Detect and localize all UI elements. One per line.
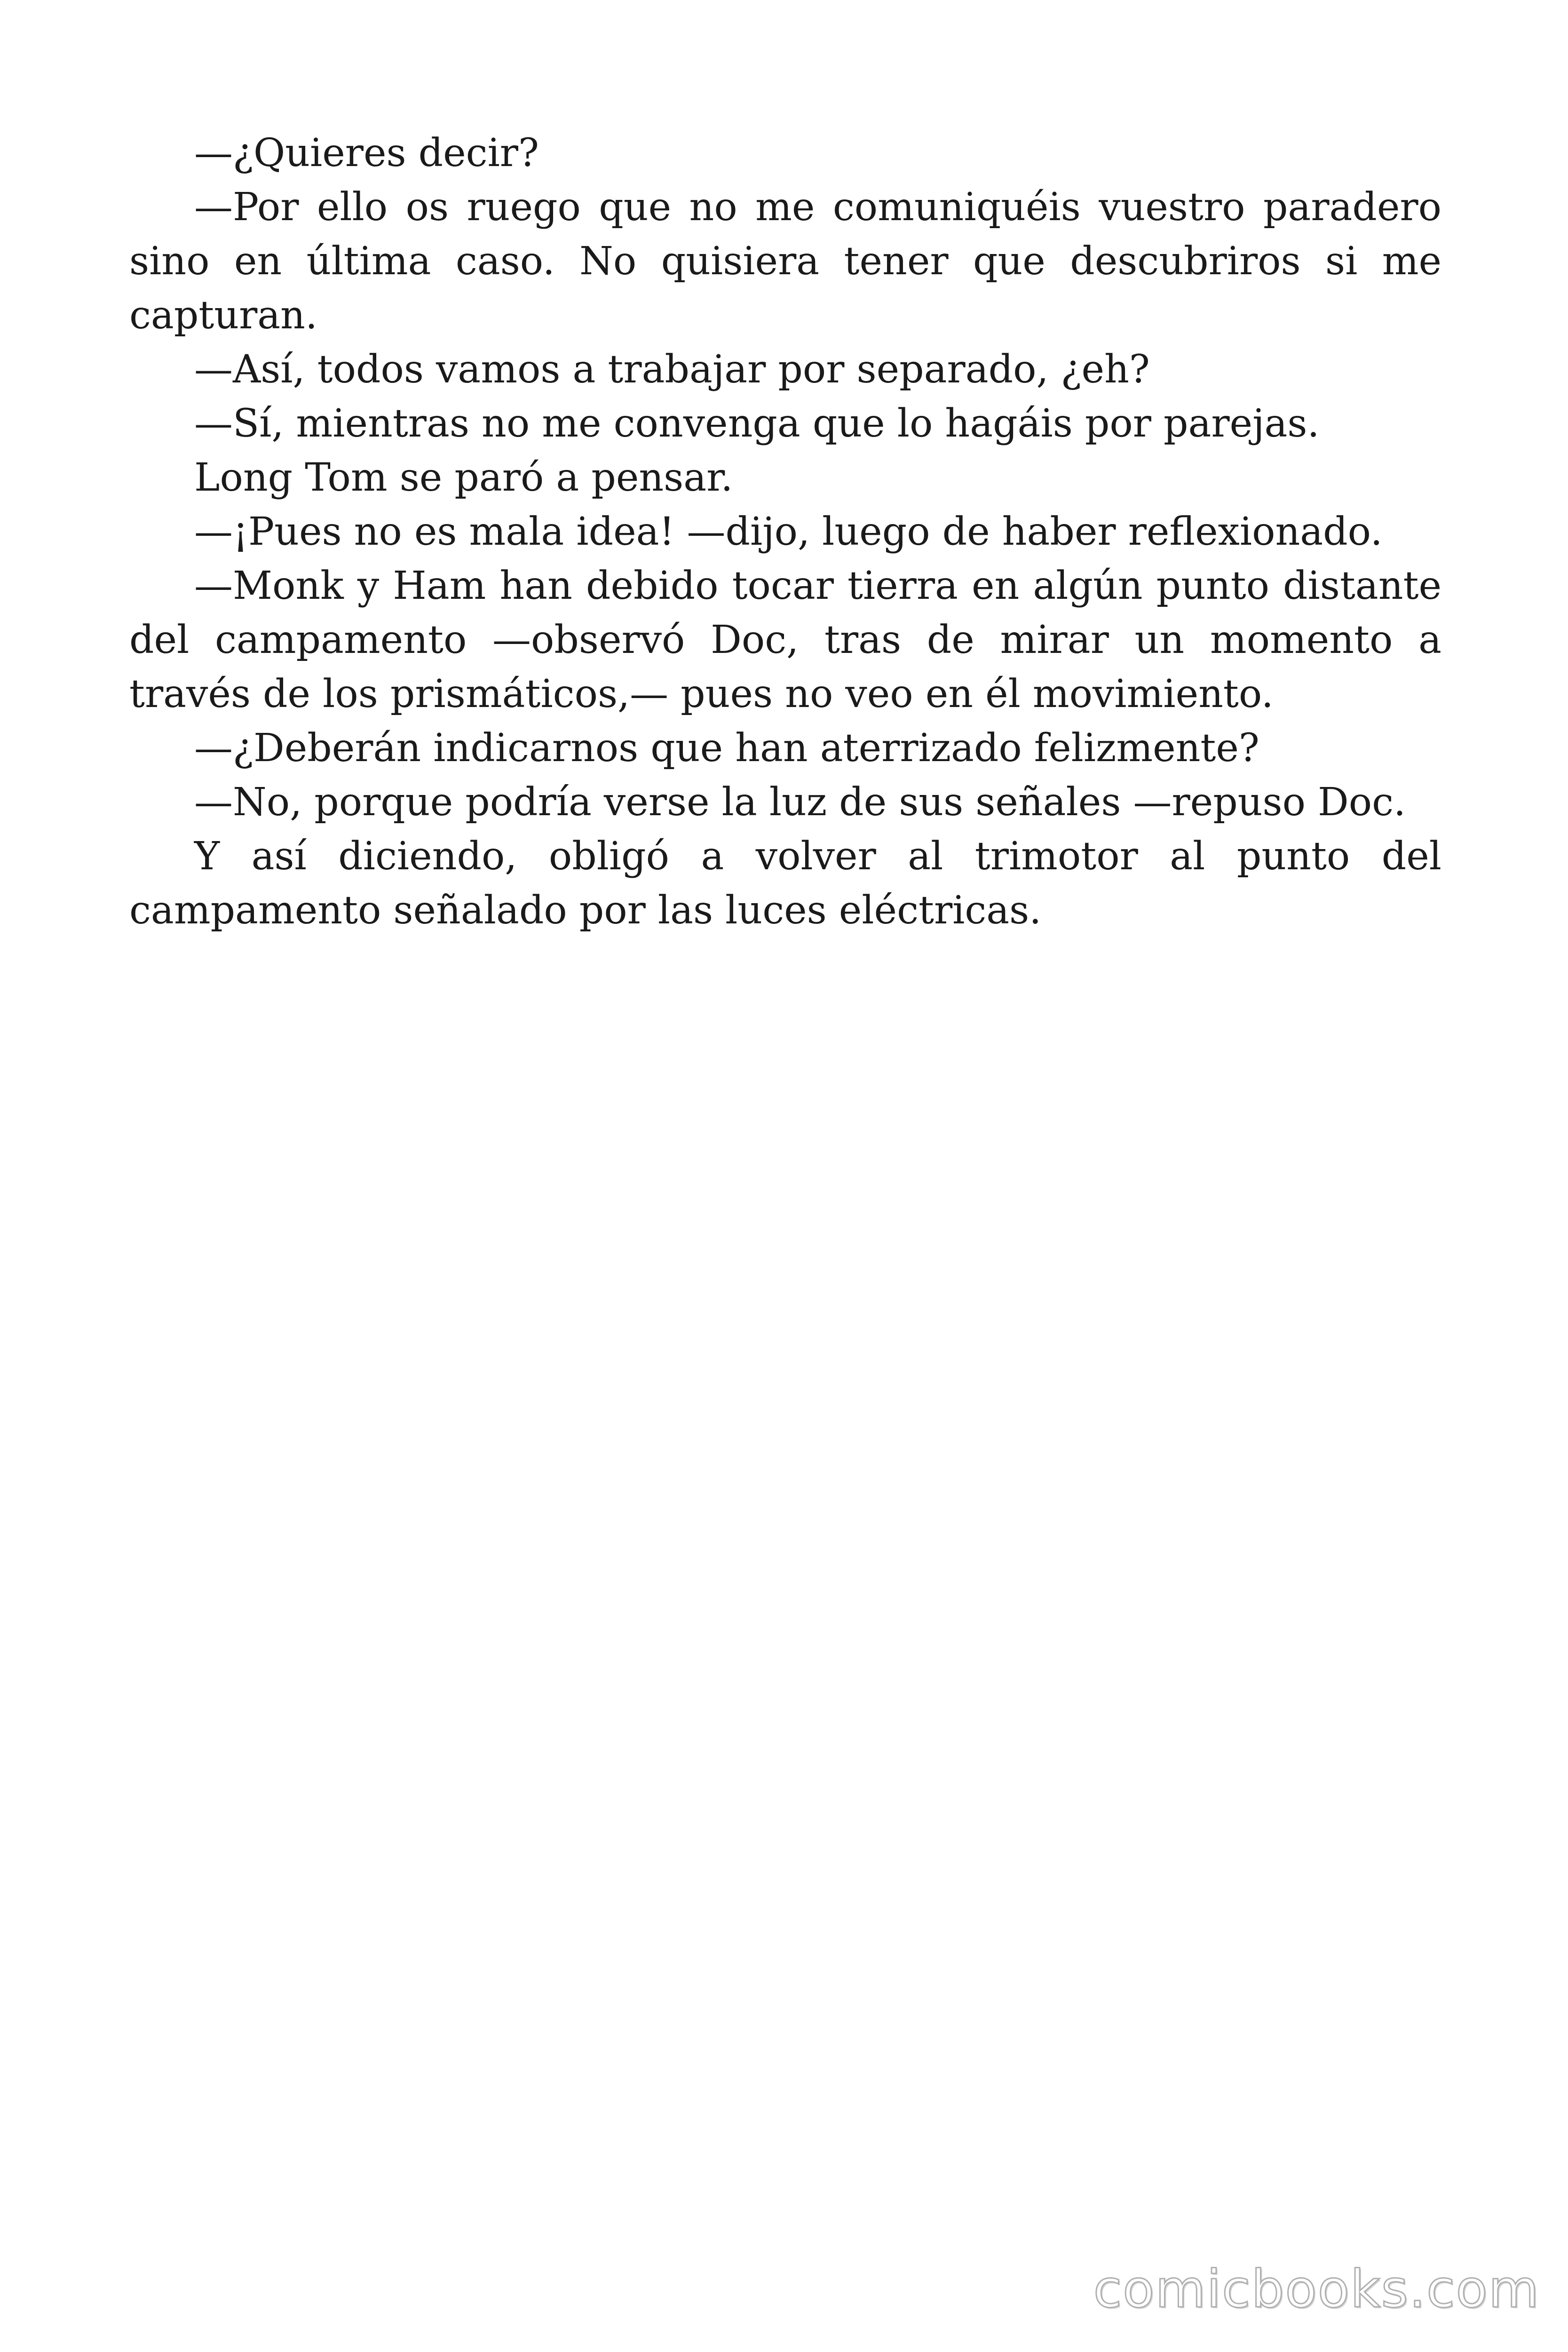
paragraph-5: Long Tom se paró a pensar.: [194, 455, 733, 500]
paragraph-2: —Por ello os ruego que no me comuniquéis vuestro paradero sino en última caso. No quisiera tener que descubriros si me capturan.: [129, 185, 1441, 338]
paragraph-8: —¿Deberán indicarnos que han aterrizado felizmente?: [194, 726, 1259, 771]
paragraph-7: —Monk y Ham han debido tocar tierra en algún punto distante del campamento —observó Doc, tras de mirar un momento a través de los prismáticos,— pues no veo en él movimiento.: [129, 564, 1441, 716]
paragraph-9: —No, porque podría verse la luz de sus señales —repuso Doc.: [194, 780, 1406, 825]
paragraph-3: —Así, todos vamos a trabajar por separado, ¿eh?: [194, 347, 1150, 392]
body-text: [129, 126, 1441, 938]
paragraph-6: —¡Pues no es mala idea! —dijo, luego de haber reflexionado.: [194, 509, 1383, 554]
watermark: comicbooks.com: [1093, 2259, 1540, 2319]
paragraph-4: —Sí, mientras no me convenga que lo hagáis por parejas.: [194, 401, 1320, 446]
paragraph-10: Y así diciendo, obligó a volver al trimotor al punto del campamento señalado por las luces eléctricas.: [129, 834, 1441, 933]
paragraph-1: —¿Quieres decir?: [194, 131, 539, 175]
